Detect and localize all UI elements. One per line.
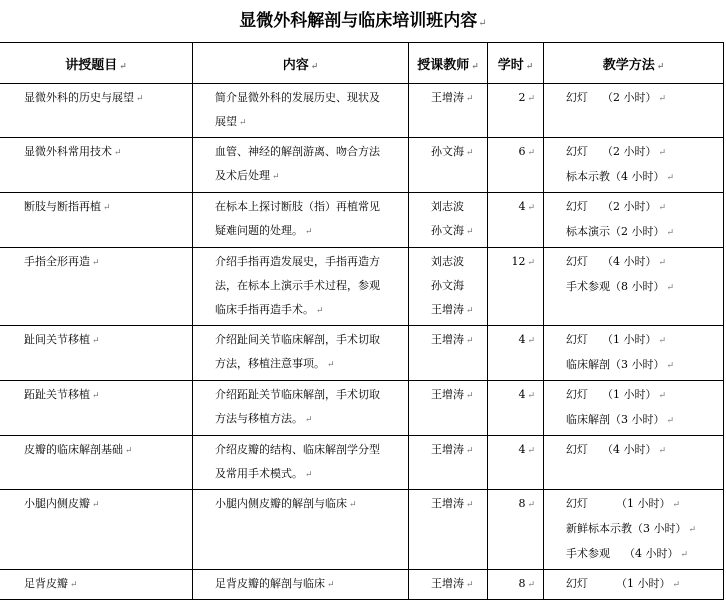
paragraph-mark-icon: ↵	[327, 360, 335, 370]
paragraph-mark-icon: ↵	[527, 148, 535, 158]
paragraph-mark-icon: ↵	[666, 173, 675, 183]
paragraph-mark-icon: ↵	[92, 336, 100, 346]
paragraph-mark-icon: ↵	[658, 148, 667, 158]
hours-cell: 4 ↵	[488, 381, 544, 436]
topic-cell: 皮瓣的临床解剖基础 ↵	[0, 436, 193, 490]
content-cell: 介绍手指再造发展史，手指再造方 法，在标本上演示手术过程，参观 临床手指再造手术。 ↵	[193, 248, 409, 326]
content-cell: 小腿内侧皮瓣的解剖与临床 ↵	[193, 490, 409, 570]
paragraph-mark-icon: ↵	[316, 306, 324, 316]
paragraph-mark-icon: ↵	[466, 336, 474, 346]
topic-cell: 趾间关节移植 ↵	[0, 326, 193, 381]
paragraph-mark-icon: ↵	[478, 18, 487, 29]
paragraph-mark-icon: ↵	[466, 306, 474, 316]
header-teacher: 授课教师 ↵	[409, 43, 488, 84]
paragraph-mark-icon: ↵	[305, 415, 313, 425]
topic-cell: 显微外科常用技术 ↵	[0, 138, 193, 193]
paragraph-mark-icon: ↵	[666, 228, 675, 238]
paragraph-mark-icon: ↵	[103, 203, 111, 213]
method-cell: 幻灯 （1 小时） ↵	[544, 570, 724, 600]
content-cell: 介绍跖趾关节临床解剖，手术切取 方法与移植方法。 ↵	[193, 381, 409, 436]
paragraph-mark-icon: ↵	[666, 283, 675, 293]
paragraph-mark-icon: ↵	[525, 61, 534, 72]
hours-cell: 8 ↵	[488, 570, 544, 600]
method-cell: 幻灯 （4 小时） ↵	[544, 436, 724, 490]
paragraph-mark-icon: ↵	[527, 500, 535, 510]
hours-cell: 4 ↵	[488, 326, 544, 381]
hours-cell: 6 ↵	[488, 138, 544, 193]
content-cell: 血管、神经的解剖游离、吻合方法 及术后处理 ↵	[193, 138, 409, 193]
paragraph-mark-icon: ↵	[658, 258, 667, 268]
paragraph-mark-icon: ↵	[114, 148, 122, 158]
paragraph-mark-icon: ↵	[527, 258, 535, 268]
paragraph-mark-icon: ↵	[672, 580, 681, 590]
paragraph-mark-icon: ↵	[466, 500, 474, 510]
paragraph-mark-icon: ↵	[471, 61, 479, 72]
method-cell: 幻灯 （1 小时） ↵ 新鲜标本示教（3 小时） ↵ 手术参观 （4 小时） ↵	[544, 490, 724, 570]
table-row	[0, 84, 724, 138]
content-cell: 简介显微外科的发展历史、现状及 展望 ↵	[193, 84, 409, 138]
method-cell: 幻灯 （1 小时） ↵ 临床解剖（3 小时） ↵	[544, 326, 724, 381]
method-cell: 幻灯 （2 小时） ↵ 标本示教（4 小时） ↵	[544, 138, 724, 193]
table-row	[0, 436, 724, 490]
paragraph-mark-icon: ↵	[680, 550, 689, 560]
course-table	[0, 42, 724, 600]
table-row	[0, 490, 724, 570]
paragraph-mark-icon: ↵	[658, 94, 667, 104]
content-cell: 介绍皮瓣的结构、临床解剖学分型 及常用手术模式。 ↵	[193, 436, 409, 490]
hours-cell: 4 ↵	[488, 436, 544, 490]
topic-cell: 手指全形再造 ↵	[0, 248, 193, 326]
page-title: 显微外科解剖与临床培训班内容↵	[239, 11, 487, 31]
topic-cell: 显微外科的历史与展望 ↵	[0, 84, 193, 138]
method-cell: 幻灯 （4 小时） ↵ 手术参观（8 小时） ↵	[544, 248, 724, 326]
table-row	[0, 326, 724, 381]
paragraph-mark-icon: ↵	[92, 258, 100, 268]
topic-cell: 小腿内侧皮瓣 ↵	[0, 490, 193, 570]
hours-cell: 4 ↵	[488, 193, 544, 248]
paragraph-mark-icon: ↵	[527, 391, 535, 401]
paragraph-mark-icon: ↵	[466, 446, 474, 456]
content-cell: 足背皮瓣的解剖与临床 ↵	[193, 570, 409, 600]
paragraph-mark-icon: ↵	[658, 446, 667, 456]
paragraph-mark-icon: ↵	[272, 172, 280, 182]
table-row	[0, 138, 724, 193]
paragraph-mark-icon: ↵	[466, 580, 474, 590]
paragraph-mark-icon: ↵	[466, 148, 474, 158]
paragraph-mark-icon: ↵	[527, 336, 535, 346]
paragraph-mark-icon: ↵	[666, 361, 675, 371]
method-cell: 幻灯 （1 小时） ↵ 临床解剖（3 小时） ↵	[544, 381, 724, 436]
paragraph-mark-icon: ↵	[466, 227, 474, 237]
teacher-cell: 刘志波 孙文海 王增涛 ↵	[409, 248, 488, 326]
header-hours: 学时 ↵	[488, 43, 544, 84]
paragraph-mark-icon: ↵	[310, 61, 319, 72]
paragraph-mark-icon: ↵	[92, 500, 100, 510]
topic-cell: 足背皮瓣 ↵	[0, 570, 193, 600]
paragraph-mark-icon: ↵	[70, 580, 78, 590]
content-cell: 在标本上探讨断肢（指）再植常见 疑难问题的处理。 ↵	[193, 193, 409, 248]
paragraph-mark-icon: ↵	[136, 94, 144, 104]
teacher-cell: 王增涛 ↵	[409, 436, 488, 490]
paragraph-mark-icon: ↵	[527, 446, 535, 456]
paragraph-mark-icon: ↵	[239, 118, 247, 128]
paragraph-mark-icon: ↵	[658, 336, 667, 346]
teacher-cell: 王增涛 ↵	[409, 381, 488, 436]
paragraph-mark-icon: ↵	[658, 391, 667, 401]
hours-cell: 12 ↵	[488, 248, 544, 326]
teacher-cell: 孙文海 ↵	[409, 138, 488, 193]
header-row	[0, 43, 724, 84]
teacher-cell: 王增涛 ↵	[409, 570, 488, 600]
paragraph-mark-icon: ↵	[305, 470, 313, 480]
paragraph-mark-icon: ↵	[466, 94, 474, 104]
topic-cell: 跖趾关节移植 ↵	[0, 381, 193, 436]
paragraph-mark-icon: ↵	[672, 500, 681, 510]
paragraph-mark-icon: ↵	[656, 61, 665, 72]
paragraph-mark-icon: ↵	[688, 525, 697, 535]
header-topic: 讲授题目 ↵	[0, 43, 193, 84]
topic-cell: 断肢与断指再植 ↵	[0, 193, 193, 248]
table-row	[0, 193, 724, 248]
teacher-cell: 王增涛 ↵	[409, 326, 488, 381]
paragraph-mark-icon: ↵	[119, 61, 127, 72]
paragraph-mark-icon: ↵	[658, 203, 667, 213]
paragraph-mark-icon: ↵	[527, 94, 535, 104]
table-row	[0, 570, 724, 600]
paragraph-mark-icon: ↵	[527, 203, 535, 213]
hours-cell: 2 ↵	[488, 84, 544, 138]
header-content: 内容 ↵	[193, 43, 409, 84]
method-cell: 幻灯 （2 小时） ↵	[544, 84, 724, 138]
paragraph-mark-icon: ↵	[327, 580, 335, 590]
paragraph-mark-icon: ↵	[527, 580, 535, 590]
paragraph-mark-icon: ↵	[125, 446, 133, 456]
paragraph-mark-icon: ↵	[466, 391, 474, 401]
paragraph-mark-icon: ↵	[349, 500, 357, 510]
teacher-cell: 刘志波 孙文海 ↵	[409, 193, 488, 248]
teacher-cell: 王增涛 ↵	[409, 490, 488, 570]
header-method: 教学方法 ↵	[544, 43, 724, 84]
paragraph-mark-icon: ↵	[666, 416, 675, 426]
table-row	[0, 381, 724, 436]
paragraph-mark-icon: ↵	[92, 391, 100, 401]
hours-cell: 8 ↵	[488, 490, 544, 570]
table-row	[0, 248, 724, 326]
content-cell: 介绍趾间关节临床解剖，手术切取 方法，移植注意事项。 ↵	[193, 326, 409, 381]
paragraph-mark-icon: ↵	[305, 227, 313, 237]
method-cell: 幻灯 （2 小时） ↵ 标本演示（2 小时） ↵	[544, 193, 724, 248]
table-body	[0, 84, 724, 600]
teacher-cell: 王增涛 ↵	[409, 84, 488, 138]
